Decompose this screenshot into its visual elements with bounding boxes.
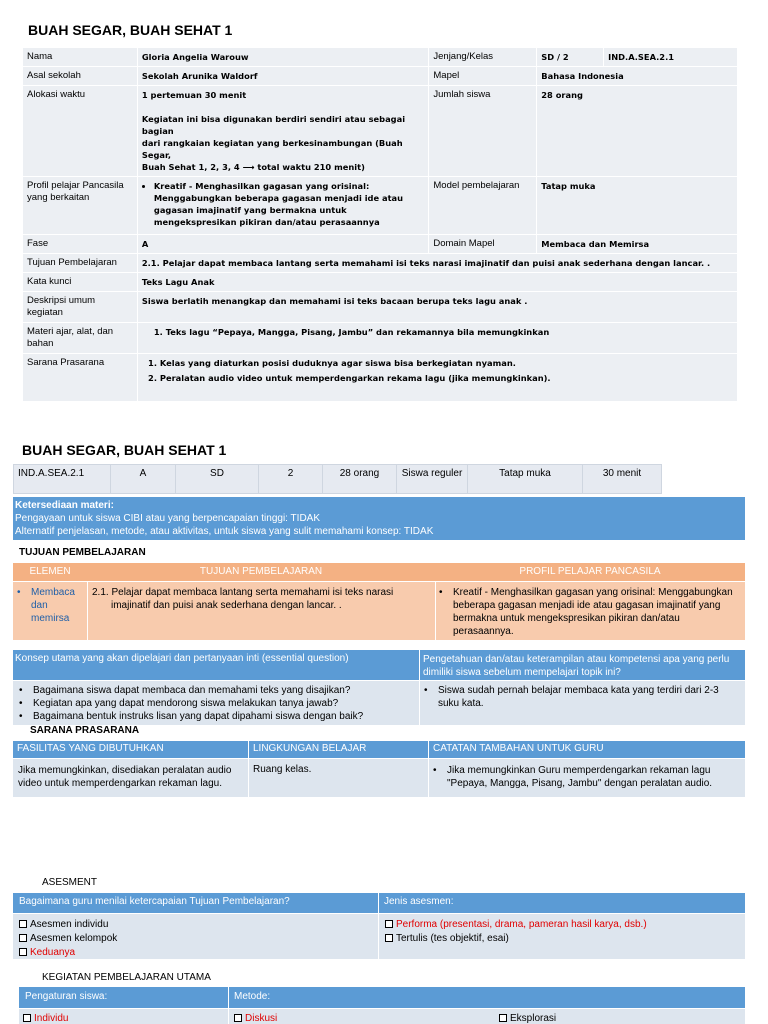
option-keduanya[interactable]: Keduanya: [19, 946, 117, 960]
summary-table: [13, 464, 662, 494]
summary-code: IND.A.SEA.2.1: [14, 465, 111, 494]
nama-label: Nama: [23, 48, 138, 67]
nama-value: Gloria Angelia Warouw: [137, 48, 429, 67]
option-individu[interactable]: Individu: [23, 1013, 68, 1024]
jumlah-value: 28 orang: [537, 86, 738, 177]
tujuan-table-header: [13, 563, 745, 581]
konsep-header: [13, 650, 745, 680]
catatan-head: CATATAN TAMBAHAN UNTUK GURU: [433, 743, 604, 754]
checkbox-icon[interactable]: [19, 920, 27, 928]
tujuan-value: 2.1. Pelajar dapat membaca lantang serta memahami isi teks narasi imajinatif dan puisi anak sederhana dengan lancar. .: [137, 254, 737, 273]
domain-value: Membaca dan Memirsa: [537, 235, 738, 254]
asesment-body: [13, 914, 745, 959]
summary-model: Tatap muka: [468, 465, 583, 494]
alokasi-label: Alokasi waktu: [23, 86, 138, 177]
materi-value: 1. Teks lagu “Pepaya, Mangga, Pisang, Jambu” dan rekamannya bila memungkinkan: [137, 323, 737, 354]
profil-value: • Kreatif - Menghasilkan gagasan yang orisinal: Menggabungkan beberapa gagasan menjadi ide atau gagasan imajinatif yang bermakna untuk mengekspresikan pikiran dan/atau perasaannya: [154, 180, 425, 228]
model-value: Tatap muka: [537, 177, 738, 235]
col-tujuan: TUJUAN PEMBELAJARAN: [199, 566, 323, 577]
model-label: Model pembelajaran: [429, 177, 537, 235]
elemen-value: Membaca dan memirsa: [31, 587, 75, 624]
sarana-item: 1. Kelas yang diaturkan posisi duduknya agar siswa bisa berkegiatan nyaman.: [160, 357, 733, 369]
fasilitas-value: Jika memungkinkan, disediakan peralatan audio video untuk memperdengarkan rekaman lagu.: [18, 765, 232, 789]
option-diskusi[interactable]: Diskusi: [234, 1013, 277, 1024]
summary-siswa: Siswa reguler: [397, 465, 468, 494]
jenis-asesmen-head: Jenis asesmen:: [384, 896, 454, 907]
catatan-value: Jika memungkinkan Guru memperdengarkan rekaman lagu "Pepaya, Mangga, Pisang, Jambu" dengan peralatan audio.: [447, 765, 713, 789]
tujuan-value: 2.1. Pelajar dapat membaca lantang serta memahami isi teks narasi imajinatif dan puisi anak sederhana dengan lancar. .: [92, 587, 394, 611]
lingkungan-head: LINGKUNGAN BELAJAR: [253, 743, 367, 754]
deskripsi-label: Deskripsi umum kegiatan: [23, 292, 138, 323]
fase-label: Fase: [23, 235, 138, 254]
summary-fase: A: [111, 465, 176, 494]
pengetahuan-heading: Pengetahuan dan/atau keterampilan atau kompetensi apa yang perlu dimiliki siswa sebelum mempelajari topik ini?: [423, 654, 730, 678]
summary-jumlah: 28 orang: [323, 465, 397, 494]
kegiatan-header: [19, 987, 745, 1008]
materi-label: Materi ajar, alat, dan bahan: [23, 323, 138, 354]
jenjang-label: Jenjang/Kelas: [429, 48, 537, 67]
checkbox-icon[interactable]: [499, 1014, 507, 1022]
asesment-heading: ASESMENT: [42, 877, 98, 888]
sarana-label: Sarana Prasarana: [23, 354, 138, 402]
jenjang-value: SD / 2: [537, 48, 604, 67]
kata-kunci-value: Teks Lagu Anak: [137, 273, 737, 292]
domain-label: Domain Mapel: [429, 235, 537, 254]
sarana-table-header: [13, 741, 745, 758]
option-eksplorasi[interactable]: Eksplorasi: [499, 1013, 556, 1024]
sarana-table-body: Jika memungkinkan, disediakan peralatan audio video untuk memperdengarkan rekaman lagu. Ruang kelas. • Jika memungkinkan Guru memperdengarkan rekaman lagu "Pepaya, Mangga, Pisang, Jambu" dengan peralatan audio.: [13, 759, 745, 797]
asal-value: Sekolah Arunika Waldorf: [137, 67, 429, 86]
asal-label: Asal sekolah: [23, 67, 138, 86]
asesment-header: [13, 893, 745, 913]
checkbox-icon[interactable]: [385, 934, 393, 942]
konsep-item: Bagaimana bentuk instruks lisan yang dapat dipahami siswa dengan baik?: [33, 711, 364, 722]
kode-value: IND.A.SEA.2.1: [604, 48, 738, 67]
mapel-label: Mapel: [429, 67, 537, 86]
option-asesmen-kelompok[interactable]: Asesmen kelompok: [19, 932, 117, 946]
sarana-heading: SARANA PRASARANA: [30, 725, 140, 736]
metode-head: Metode:: [234, 991, 271, 1002]
konsep-item: Bagaimana siswa dapat membaca dan memahami teks yang disajikan?: [33, 685, 351, 696]
profil-value: Kreatif - Menghasilkan gagasan yang orisinal: Menggabungkan beberapa gagasan menjadi ide atau gagasan imajinatif yang bermakna untuk mengekspresikan pikiran dan/atau perasaannya.: [453, 587, 733, 637]
kata-kunci-label: Kata kunci: [23, 273, 138, 292]
checkbox-icon[interactable]: [19, 948, 27, 956]
summary-kelas: 2: [259, 465, 323, 494]
checkbox-icon[interactable]: [23, 1014, 31, 1022]
kegiatan-body: [19, 1009, 745, 1024]
pengaturan-head: Pengaturan siswa:: [25, 991, 108, 1002]
deskripsi-value: Siswa berlatih menangkap dan memahami isi teks bacaan berupa teks lagu anak .: [137, 292, 737, 323]
summary-jenjang: SD: [176, 465, 259, 494]
fase-value: A: [137, 235, 429, 254]
konsep-heading: Konsep utama yang akan dipelajari dan pertanyaan inti (essential question): [15, 653, 349, 664]
asesment-question: Bagaimana guru menilai ketercapaian Tujuan Pembelajaran?: [19, 896, 290, 907]
ketersediaan-box: Ketersediaan materi: Pengayaan untuk siswa CIBI atau yang berpencapaian tinggi: TIDAK Alternatif penjelasan, metode, atau aktivitas, untuk siswa yang sulit memahami konsep: TIDAK: [13, 497, 745, 540]
summary-waktu: 30 menit: [583, 465, 662, 494]
identity-table: [22, 47, 738, 402]
tujuan-table-body: • Membaca dan memirsa 2.1. Pelajar dapat membaca lantang serta memahami isi teks narasi imajinatif dan puisi anak sederhana dengan lancar. . • Kreatif - Menghasilkan gagasan yang orisinal: Menggabungkan beberapa gagasan menjadi ide atau gagasan imajinatif yang bermakna untuk mengekspresikan pikiran dan/atau perasaannya.: [13, 582, 745, 640]
checkbox-icon[interactable]: [234, 1014, 242, 1022]
section-title: BUAH SEGAR, BUAH SEHAT 1: [22, 442, 227, 458]
konsep-body: • Bagaimana siswa dapat membaca dan memahami teks yang disajikan? • Kegiatan apa yang dapat mendorong siswa melakukan tanya jawab? • Bagaimana bentuk instruks lisan yang dapat dipahami siswa dengan baik? • Siswa sudah pernah belajar membaca kata yang terdiri dari 2-3 suku kata.: [13, 681, 745, 725]
col-profil: PROFIL PELAJAR PANCASILA: [519, 566, 661, 577]
option-asesmen-individu[interactable]: Asesmen individu: [19, 918, 117, 932]
checkbox-icon[interactable]: [19, 934, 27, 942]
col-elemen: ELEMEN: [29, 566, 71, 577]
alokasi-value: 1 pertemuan 30 menit Kegiatan ini bisa digunakan berdiri sendiri atau sebagai bagian dari rangkaian kegiatan yang berkesinambungan (Buah Segar, Buah Sehat 1, 2, 3, 4 ⟶ total waktu 210 menit): [137, 86, 429, 177]
sarana-item: 2. Peralatan audio video untuk memperdengarkan rekama lagu (jika memungkinkan).: [160, 372, 733, 384]
mapel-value: Bahasa Indonesia: [537, 67, 738, 86]
option-tertulis[interactable]: Tertulis (tes objektif, esai): [385, 932, 647, 946]
fasilitas-head: FASILITAS YANG DIBUTUHKAN: [17, 743, 164, 754]
jumlah-label: Jumlah siswa: [429, 86, 537, 177]
option-performa[interactable]: Performa (presentasi, drama, pameran hasil karya, dsb.): [385, 918, 647, 932]
tujuan-heading: TUJUAN PEMBELAJARAN: [19, 547, 146, 558]
konsep-item: Kegiatan apa yang dapat mendorong siswa melakukan tanya jawab?: [33, 698, 339, 709]
kegiatan-heading: KEGIATAN PEMBELAJARAN UTAMA: [42, 972, 211, 983]
checkbox-icon[interactable]: [385, 920, 393, 928]
pengetahuan-item: Siswa sudah pernah belajar membaca kata yang terdiri dari 2-3 suku kata.: [438, 685, 719, 709]
arrow-right-icon: ⟶: [242, 162, 255, 172]
profil-label: Profil pelajar Pancasila yang berkaitan: [23, 177, 138, 235]
lingkungan-value: Ruang kelas.: [253, 764, 312, 775]
page-title: BUAH SEGAR, BUAH SEHAT 1: [28, 22, 233, 38]
tujuan-label: Tujuan Pembelajaran: [23, 254, 138, 273]
